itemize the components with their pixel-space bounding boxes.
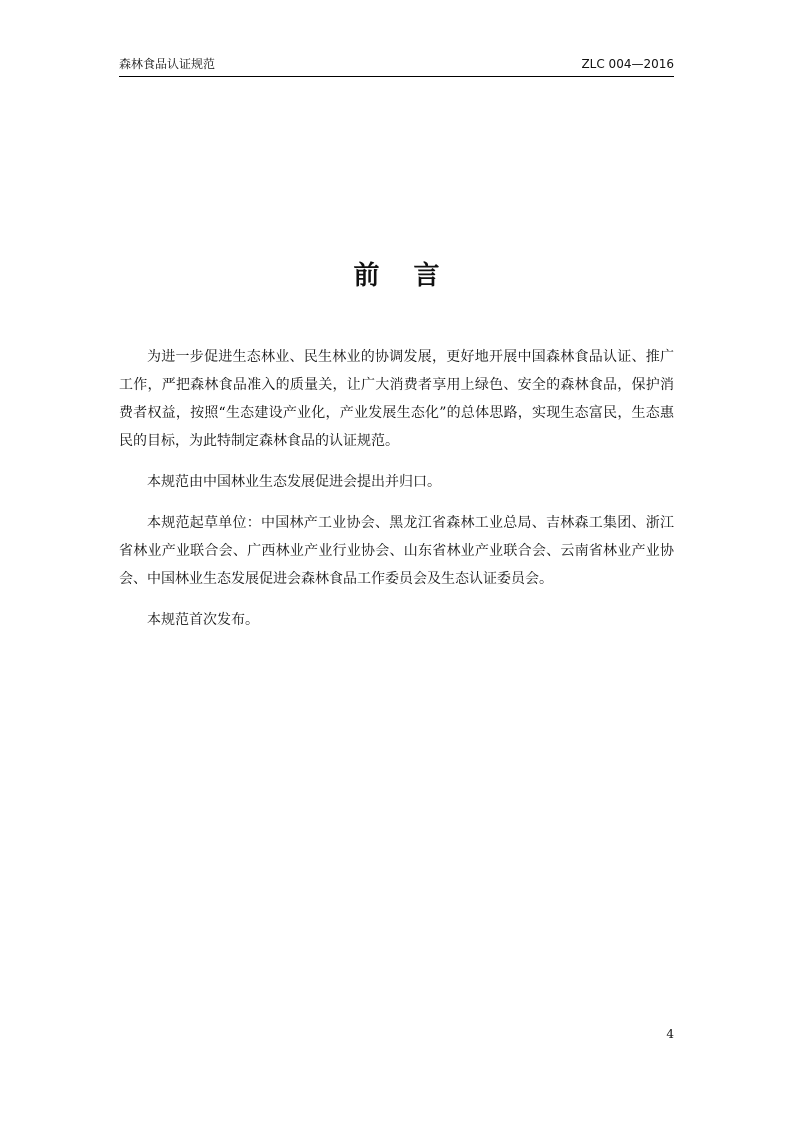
paragraph-purpose: 为进一步促进生态林业、民生林业的协调发展，更好地开展中国森林食品认证、推广工作，严把森林食品准入的质量关，让广大消费者享用上绿色、安全的森林食品，保护消费者权益，按照“生态建设产业化，产业发展生态化”的总体思路，实现生态富民，生态惠民的目标，为此特制定森林食品的认证规范。: [119, 349, 674, 449]
foreword-body: [119, 343, 674, 647]
page-header: [119, 55, 674, 77]
header-document-title: 森林食品认证规范: [119, 57, 216, 71]
paragraph-proposer: 本规范由中国林业生态发展促进会提出并归口。: [147, 474, 441, 490]
page-number: 4: [666, 1027, 674, 1041]
header-standard-code: ZLC 004—2016: [581, 57, 674, 71]
paragraph-drafting-units: 本规范起草单位：中国林产工业协会、黑龙江省森林工业总局、吉林森工集团、浙江省林业产业联合会、广西林业产业行业协会、山东省林业产业联合会、云南省林业产业协会、中国林业生态发展促进会森林食品工作委员会及生态认证委员会。: [119, 515, 674, 587]
paragraph-first-release: 本规范首次发布。: [147, 612, 259, 628]
section-title: 前言: [353, 261, 474, 291]
